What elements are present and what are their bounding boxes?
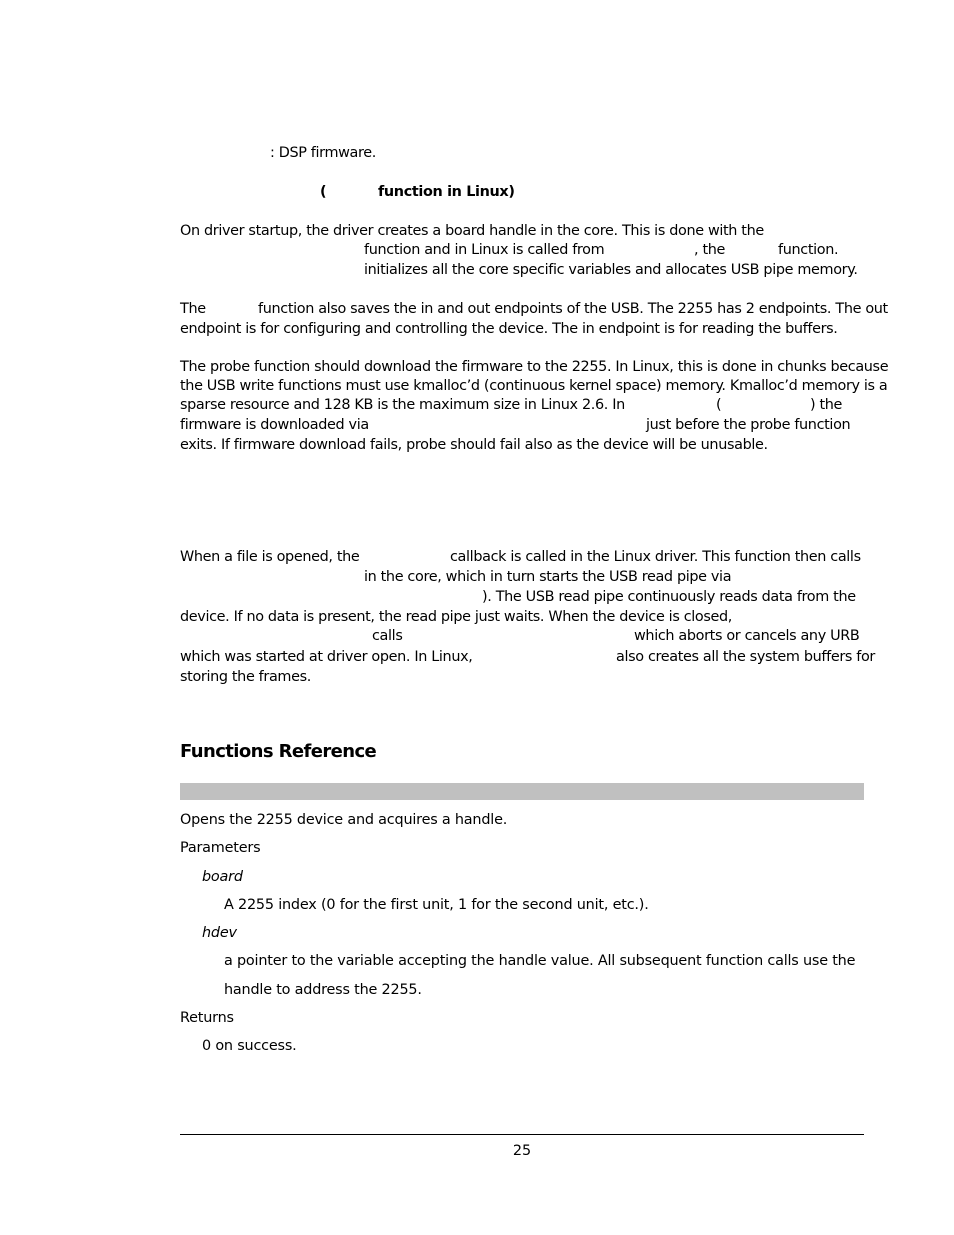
text-line: The probe function should download the firmware to the 2255. In Linux, this is done in chunks because [180,359,889,375]
text-line: firmware is downloaded via [180,417,369,433]
section-heading-paren: ( [320,184,327,200]
text-line: which aborts or cancels any URB [634,628,860,644]
text-line: calls [372,628,403,644]
text-line: function. [778,242,839,258]
text-line: also creates all the system buffers for [616,649,875,665]
section-heading: function in Linux) [378,184,515,200]
text-line: When a file is opened, the [180,549,360,565]
text-line: in the core, which in turn starts the USB read pipe via [364,569,732,585]
text-line: storing the frames. [180,669,311,685]
parameters-label: Parameters [180,840,261,856]
footer-rule [180,1134,864,1135]
text-line: sparse resource and 128 KB is the maximum size in Linux 2.6. In [180,397,625,413]
text-line: , the [694,242,726,258]
text-line: ). The USB read pipe continuously reads data from the [482,589,856,605]
text-line: function and in Linux is called from [364,242,605,258]
text-line: just before the probe function [646,417,851,433]
function-description: Opens the 2255 device and acquires a handle. [180,812,508,828]
param-description: handle to address the 2255. [224,982,422,998]
text-line: endpoint is for configuring and controlling the device. The in endpoint is for reading the buffers. [180,321,838,337]
text-line: exits. If firmware download fails, probe should fail also as the device will be unusable. [180,437,768,453]
text-line: which was started at driver open. In Linux, [180,649,473,665]
text-line: ) the [810,397,843,413]
param-description: A 2255 index (0 for the first unit, 1 for the second unit, etc.). [224,897,649,913]
text-line: callback is called in the Linux driver. This function then calls [450,549,861,565]
returns-label: Returns [180,1010,234,1026]
function-name-bar [180,783,864,800]
text-line: function also saves the in and out endpoints of the USB. The 2255 has 2 endpoints. The out [258,301,888,317]
param-name: hdev [202,925,237,941]
text-line: The [180,301,206,317]
text-line: ( [716,397,722,413]
text-line: the USB write functions must use kmalloc’d (continuous kernel space) memory. Kmalloc’d memory is a [180,378,888,394]
firmware-line: : DSP firmware. [270,145,377,161]
param-name: board [202,869,243,885]
text-line: initializes all the core specific variables and allocates USB pipe memory. [364,262,858,278]
returns-value: 0 on success. [202,1038,297,1054]
functions-reference-heading: Functions Reference [180,741,377,762]
param-description: a pointer to the variable accepting the handle value. All subsequent function calls use the [224,953,856,969]
page-number: 25 [512,1143,532,1159]
text-line: On driver startup, the driver creates a board handle in the core. This is done with the [180,223,764,239]
text-line: device. If no data is present, the read pipe just waits. When the device is closed, [180,609,733,625]
